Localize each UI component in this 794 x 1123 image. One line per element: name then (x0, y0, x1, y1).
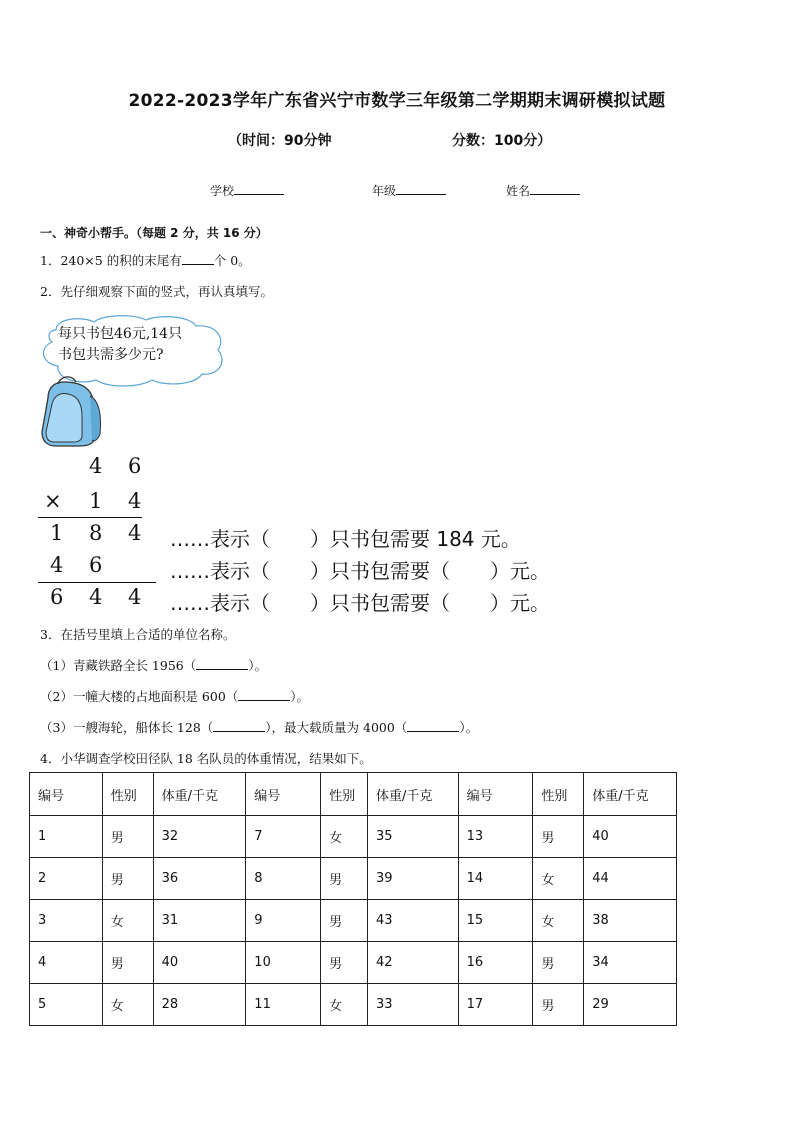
q3-3-text: （3）一艘海轮，船体长 128（ (40, 720, 214, 735)
exam-score: 分数：100分） (452, 133, 552, 149)
question-4: 4．小华调查学校田径队 18 名队员的体重情况，结果如下。 (40, 751, 372, 766)
q3-2-text-end: ）。 (290, 689, 310, 704)
table-header-cell: 性别 (321, 773, 368, 816)
table-header-cell: 体重/千克 (584, 773, 677, 816)
school-label: 学校 (210, 184, 235, 198)
table-cell: 15 (458, 900, 533, 942)
q1-text-end: 个 0。 (213, 253, 251, 268)
table-cell: 43 (367, 900, 458, 942)
table-cell: 13 (458, 816, 533, 858)
table-cell: 16 (458, 942, 533, 984)
weight-table (29, 772, 677, 1026)
calc-operator: × (44, 489, 62, 513)
table-cell: 女 (102, 900, 153, 942)
table-cell: 31 (153, 900, 246, 942)
table-cell: 17 (458, 984, 533, 1026)
table-header-cell: 性别 (533, 773, 584, 816)
grade-field (372, 182, 446, 199)
table-row (30, 900, 677, 942)
table-row (30, 984, 677, 1026)
bubble-line-1: 每只书包46元,14只 (58, 326, 183, 342)
table-row (30, 942, 677, 984)
calc-digit: 4 (50, 553, 64, 577)
table-cell: 男 (102, 816, 153, 858)
table-header-cell: 体重/千克 (367, 773, 458, 816)
table-header-cell: 编号 (30, 773, 103, 816)
calc-digit: 6 (89, 553, 103, 577)
table-cell: 44 (584, 858, 677, 900)
q3-2-blank[interactable] (238, 688, 290, 701)
question-3-2 (40, 687, 309, 705)
question-2: 2．先仔细观察下面的竖式，再认真填写。 (40, 284, 273, 299)
exam-title: 2022-2023学年广东省兴宁市数学三年级第二学期期末调研模拟试题 (128, 91, 666, 111)
name-field (506, 182, 580, 199)
table-cell: 14 (458, 858, 533, 900)
table-cell: 4 (30, 942, 103, 984)
table-cell: 5 (30, 984, 103, 1026)
table-cell: 28 (153, 984, 246, 1026)
calc-digit: 6 (128, 454, 142, 478)
calc-digit: 4 (128, 585, 142, 609)
q3-3-text-end: ）。 (459, 720, 479, 735)
table-cell: 34 (584, 942, 677, 984)
calc-rule-1 (38, 517, 142, 518)
table-cell: 男 (533, 942, 584, 984)
table-header-cell: 体重/千克 (153, 773, 246, 816)
table-cell: 男 (533, 984, 584, 1026)
table-cell: 40 (153, 942, 246, 984)
school-field (210, 182, 284, 199)
q3-3-blank-a[interactable] (213, 719, 265, 732)
table-cell: 8 (246, 858, 321, 900)
q3-3-blank-b[interactable] (407, 719, 459, 732)
table-row (30, 816, 677, 858)
name-label: 姓名 (506, 184, 531, 198)
calc-explain-3: ……表示（ ）只书包需要（ ）元。 (170, 591, 550, 615)
calc-explain-2: ……表示（ ）只书包需要（ ）元。 (170, 559, 550, 583)
table-row (30, 858, 677, 900)
table-cell: 女 (533, 900, 584, 942)
table-cell: 39 (367, 858, 458, 900)
table-cell: 7 (246, 816, 321, 858)
calc-rule-2 (38, 582, 156, 583)
table-cell: 男 (533, 816, 584, 858)
table-cell: 男 (321, 942, 368, 984)
question-1 (40, 251, 251, 269)
name-blank[interactable] (530, 182, 580, 195)
table-cell: 36 (153, 858, 246, 900)
table-cell: 42 (367, 942, 458, 984)
calc-digit: 1 (89, 489, 103, 513)
calc-digit: 4 (89, 454, 103, 478)
grade-blank[interactable] (396, 182, 446, 195)
table-cell: 男 (321, 858, 368, 900)
bubble-line-2: 书包共需多少元? (58, 347, 164, 363)
table-cell: 40 (584, 816, 677, 858)
school-blank[interactable] (234, 182, 284, 195)
table-cell: 3 (30, 900, 103, 942)
question-3-1 (40, 656, 267, 674)
calc-digit: 6 (50, 585, 64, 609)
table-cell: 男 (321, 900, 368, 942)
table-cell: 35 (367, 816, 458, 858)
table-header-row (30, 773, 677, 816)
backpack-icon (42, 377, 101, 446)
calc-digit: 4 (89, 585, 103, 609)
table-cell: 女 (533, 858, 584, 900)
table-cell: 男 (102, 858, 153, 900)
table-cell: 2 (30, 858, 103, 900)
table-header-cell: 编号 (458, 773, 533, 816)
table-cell: 男 (102, 942, 153, 984)
grade-label: 年级 (372, 184, 397, 198)
calc-digit: 1 (50, 521, 64, 545)
calc-digit: 8 (89, 521, 103, 545)
calc-digit: 4 (128, 521, 142, 545)
q3-1-blank[interactable] (196, 657, 248, 670)
section-heading: 一、神奇小帮手。（每题 2 分，共 16 分） (40, 226, 268, 240)
table-cell: 女 (321, 816, 368, 858)
table-cell: 10 (246, 942, 321, 984)
calc-explain-1: ……表示（ ）只书包需要 184 元。 (170, 527, 521, 551)
question-3: 3．在括号里填上合适的单位名称。 (40, 627, 236, 642)
table-cell: 女 (321, 984, 368, 1026)
table-cell: 33 (367, 984, 458, 1026)
table-cell: 1 (30, 816, 103, 858)
q3-1-text: （1）青藏铁路全长 1956（ (40, 658, 197, 673)
q3-3-text-mid: ），最大载质量为 4000（ (265, 720, 408, 735)
q1-blank[interactable] (182, 252, 214, 265)
q3-2-text: （2）一幢大楼的占地面积是 600（ (40, 689, 239, 704)
question-3-3 (40, 718, 478, 736)
table-cell: 女 (102, 984, 153, 1026)
table-cell: 11 (246, 984, 321, 1026)
exam-time: （时间：90分钟 (228, 133, 332, 149)
table-cell: 9 (246, 900, 321, 942)
q3-1-text-end: ）。 (248, 658, 268, 673)
table-cell: 29 (584, 984, 677, 1026)
table-cell: 38 (584, 900, 677, 942)
table-cell: 32 (153, 816, 246, 858)
q1-text: 1．240×5 的积的末尾有 (40, 253, 182, 268)
calc-digit: 4 (128, 489, 142, 513)
table-header-cell: 编号 (246, 773, 321, 816)
table-header-cell: 性别 (102, 773, 153, 816)
